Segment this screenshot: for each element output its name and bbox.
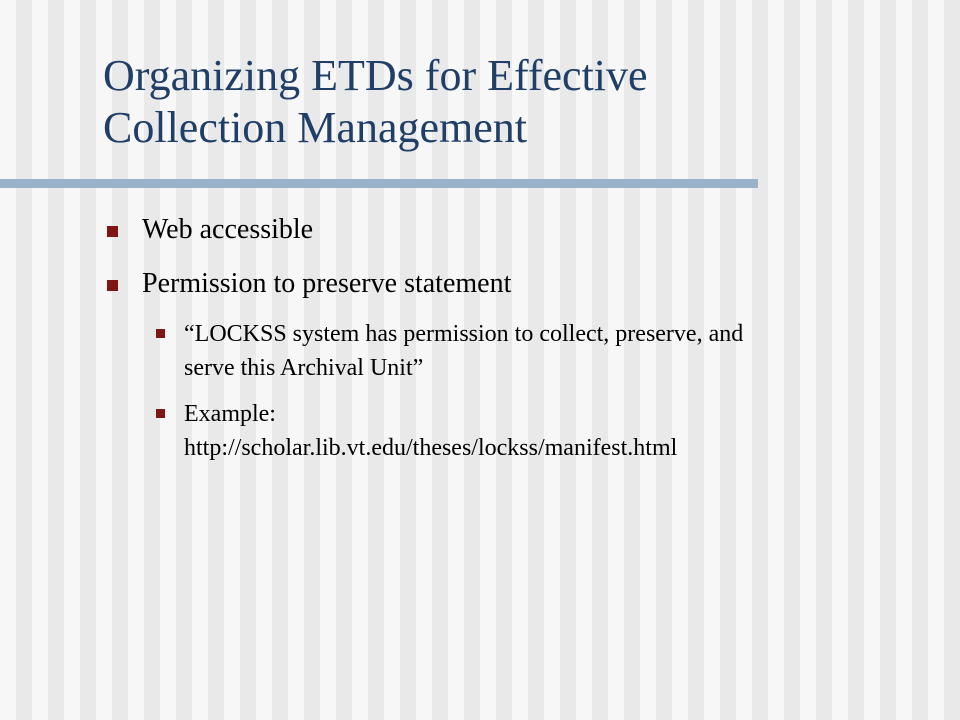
example-url-text: http://scholar.lib.vt.edu/theses/lockss/manifest.html (184, 435, 678, 461)
example-label: Example: (184, 401, 276, 427)
sub-bullet-line-2: serve this Archival Unit” (184, 355, 424, 381)
sub-bullet-text (184, 317, 884, 385)
square-bullet-icon (156, 409, 165, 418)
bullet-text: Web accessible (142, 214, 314, 245)
title-line-1: Organizing ETDs for Effective (103, 51, 648, 100)
square-bullet-icon (156, 329, 165, 338)
sub-bullet-line-1: “LOCKSS system has permission to collect, preserve, and (184, 321, 744, 347)
square-bullet-icon (107, 226, 118, 237)
title-line-2: Collection Management (103, 103, 527, 152)
bullet-text: Permission to preserve statement (142, 268, 512, 299)
square-bullet-icon (107, 280, 118, 291)
slide-title (103, 50, 883, 154)
sub-bullet-text (184, 397, 884, 465)
title-underline-rule (0, 179, 758, 188)
